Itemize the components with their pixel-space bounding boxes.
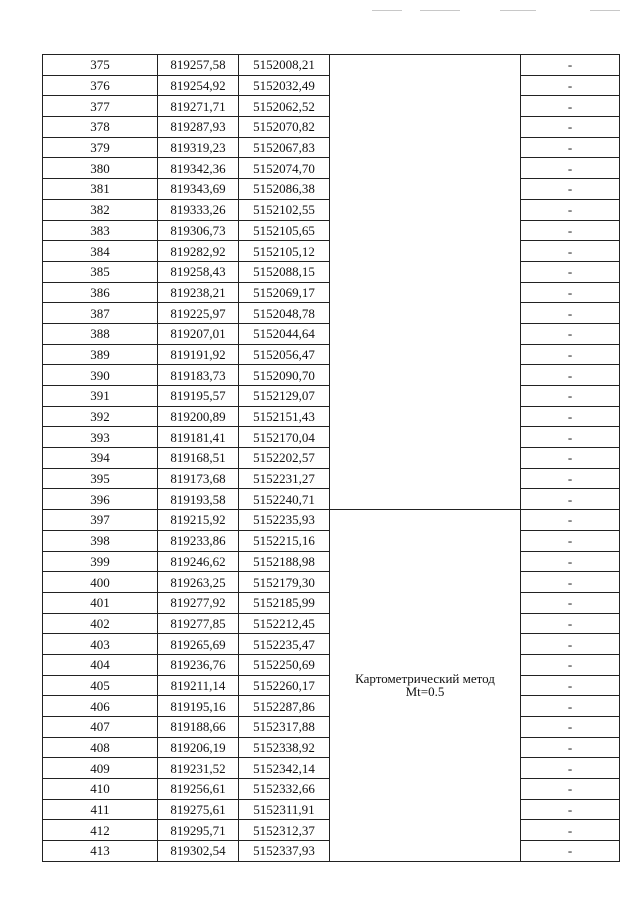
x-coordinate-cell: 819183,73 [158,365,239,386]
y-coordinate-cell: 5152102,55 [239,199,330,220]
mark-cell: - [521,799,620,820]
x-coordinate-cell: 819233,86 [158,530,239,551]
point-number-cell: 408 [43,737,158,758]
point-number-cell: 392 [43,406,158,427]
method-cell-empty [330,55,521,510]
mark-cell: - [521,758,620,779]
point-number-cell: 403 [43,634,158,655]
point-number-cell: 395 [43,468,158,489]
point-number-cell: 412 [43,820,158,841]
mark-cell: - [521,386,620,407]
mark-cell: - [521,551,620,572]
mark-cell: - [521,510,620,531]
y-coordinate-cell: 5152235,47 [239,634,330,655]
point-number-cell: 385 [43,261,158,282]
x-coordinate-cell: 819231,52 [158,758,239,779]
y-coordinate-cell: 5152048,78 [239,303,330,324]
y-coordinate-cell: 5152069,17 [239,282,330,303]
point-number-cell: 388 [43,323,158,344]
y-coordinate-cell: 5152062,52 [239,96,330,117]
mark-cell: - [521,717,620,738]
y-coordinate-cell: 5152067,83 [239,137,330,158]
y-coordinate-cell: 5152056,47 [239,344,330,365]
x-coordinate-cell: 819263,25 [158,572,239,593]
point-number-cell: 398 [43,530,158,551]
mark-cell: - [521,241,620,262]
y-coordinate-cell: 5152074,70 [239,158,330,179]
scan-artifact [590,10,620,11]
mark-cell: - [521,530,620,551]
y-coordinate-cell: 5152044,64 [239,323,330,344]
point-number-cell: 377 [43,96,158,117]
x-coordinate-cell: 819191,92 [158,344,239,365]
mark-cell: - [521,323,620,344]
x-coordinate-cell: 819343,69 [158,179,239,200]
point-number-cell: 407 [43,717,158,738]
x-coordinate-cell: 819265,69 [158,634,239,655]
point-number-cell: 391 [43,386,158,407]
mark-cell: - [521,820,620,841]
point-number-cell: 386 [43,282,158,303]
point-number-cell: 378 [43,117,158,138]
mark-cell: - [521,654,620,675]
point-number-cell: 389 [43,344,158,365]
point-number-cell: 405 [43,675,158,696]
mark-cell: - [521,675,620,696]
mark-cell: - [521,841,620,862]
point-number-cell: 384 [43,241,158,262]
mark-cell: - [521,303,620,324]
mark-cell: - [521,179,620,200]
y-coordinate-cell: 5152240,71 [239,489,330,510]
x-coordinate-cell: 819215,92 [158,510,239,531]
x-coordinate-cell: 819271,71 [158,96,239,117]
x-coordinate-cell: 819257,58 [158,55,239,76]
x-coordinate-cell: 819306,73 [158,220,239,241]
point-number-cell: 381 [43,179,158,200]
mark-cell: - [521,137,620,158]
x-coordinate-cell: 819225,97 [158,303,239,324]
x-coordinate-cell: 819236,76 [158,654,239,675]
x-coordinate-cell: 819188,66 [158,717,239,738]
point-number-cell: 396 [43,489,158,510]
mark-cell: - [521,261,620,282]
point-number-cell: 379 [43,137,158,158]
y-coordinate-cell: 5152170,04 [239,427,330,448]
mark-cell: - [521,613,620,634]
y-coordinate-cell: 5152188,98 [239,551,330,572]
y-coordinate-cell: 5152235,93 [239,510,330,531]
point-number-cell: 380 [43,158,158,179]
table-row [43,55,620,76]
x-coordinate-cell: 819275,61 [158,799,239,820]
x-coordinate-cell: 819168,51 [158,448,239,469]
y-coordinate-cell: 5152231,27 [239,468,330,489]
x-coordinate-cell: 819246,62 [158,551,239,572]
y-coordinate-cell: 5152202,57 [239,448,330,469]
x-coordinate-cell: 819207,01 [158,323,239,344]
mark-cell: - [521,117,620,138]
y-coordinate-cell: 5152317,88 [239,717,330,738]
mark-cell: - [521,220,620,241]
mark-cell: - [521,737,620,758]
mark-cell: - [521,427,620,448]
mark-cell: - [521,55,620,76]
y-coordinate-cell: 5152337,93 [239,841,330,862]
y-coordinate-cell: 5152129,07 [239,386,330,407]
method-accuracy: Mt=0.5 [405,684,445,700]
x-coordinate-cell: 819295,71 [158,820,239,841]
point-number-cell: 413 [43,841,158,862]
mark-cell: - [521,592,620,613]
x-coordinate-cell: 819319,23 [158,137,239,158]
x-coordinate-cell: 819282,92 [158,241,239,262]
x-coordinate-cell: 819258,43 [158,261,239,282]
mark-cell: - [521,489,620,510]
y-coordinate-cell: 5152070,82 [239,117,330,138]
point-number-cell: 382 [43,199,158,220]
point-number-cell: 406 [43,696,158,717]
point-number-cell: 410 [43,779,158,800]
x-coordinate-cell: 819287,93 [158,117,239,138]
mark-cell: - [521,634,620,655]
point-number-cell: 399 [43,551,158,572]
y-coordinate-cell: 5152088,15 [239,261,330,282]
x-coordinate-cell: 819195,16 [158,696,239,717]
table-row [43,510,620,531]
mark-cell: - [521,158,620,179]
x-coordinate-cell: 819195,57 [158,386,239,407]
y-coordinate-cell: 5152338,92 [239,737,330,758]
point-number-cell: 411 [43,799,158,820]
scan-artifact [420,10,460,11]
point-number-cell: 397 [43,510,158,531]
y-coordinate-cell: 5152179,30 [239,572,330,593]
mark-cell: - [521,282,620,303]
point-number-cell: 400 [43,572,158,593]
y-coordinate-cell: 5152332,66 [239,779,330,800]
y-coordinate-cell: 5152260,17 [239,675,330,696]
mark-cell: - [521,779,620,800]
mark-cell: - [521,696,620,717]
x-coordinate-cell: 819238,21 [158,282,239,303]
x-coordinate-cell: 819200,89 [158,406,239,427]
y-coordinate-cell: 5152008,21 [239,55,330,76]
x-coordinate-cell: 819333,26 [158,199,239,220]
y-coordinate-cell: 5152185,99 [239,592,330,613]
x-coordinate-cell: 819206,19 [158,737,239,758]
y-coordinate-cell: 5152215,16 [239,530,330,551]
mark-cell: - [521,365,620,386]
x-coordinate-cell: 819302,54 [158,841,239,862]
point-number-cell: 393 [43,427,158,448]
x-coordinate-cell: 819181,41 [158,427,239,448]
y-coordinate-cell: 5152250,69 [239,654,330,675]
x-coordinate-cell: 819254,92 [158,75,239,96]
mark-cell: - [521,75,620,96]
method-cell [330,510,521,862]
y-coordinate-cell: 5152105,12 [239,241,330,262]
x-coordinate-cell: 819193,58 [158,489,239,510]
y-coordinate-cell: 5152311,91 [239,799,330,820]
mark-cell: - [521,572,620,593]
point-number-cell: 404 [43,654,158,675]
x-coordinate-cell: 819277,92 [158,592,239,613]
y-coordinate-cell: 5152287,86 [239,696,330,717]
x-coordinate-cell: 819342,36 [158,158,239,179]
y-coordinate-cell: 5152312,37 [239,820,330,841]
y-coordinate-cell: 5152212,45 [239,613,330,634]
method-name: Картометрический метод [355,671,495,687]
y-coordinate-cell: 5152086,38 [239,179,330,200]
point-number-cell: 375 [43,55,158,76]
point-number-cell: 387 [43,303,158,324]
mark-cell: - [521,406,620,427]
y-coordinate-cell: 5152032,49 [239,75,330,96]
coordinates-table-body [43,55,620,862]
x-coordinate-cell: 819211,14 [158,675,239,696]
y-coordinate-cell: 5152151,43 [239,406,330,427]
x-coordinate-cell: 819277,85 [158,613,239,634]
point-number-cell: 376 [43,75,158,96]
mark-cell: - [521,199,620,220]
y-coordinate-cell: 5152342,14 [239,758,330,779]
mark-cell: - [521,344,620,365]
mark-cell: - [521,468,620,489]
y-coordinate-cell: 5152090,70 [239,365,330,386]
point-number-cell: 401 [43,592,158,613]
mark-cell: - [521,448,620,469]
y-coordinate-cell: 5152105,65 [239,220,330,241]
x-coordinate-cell: 819173,68 [158,468,239,489]
point-number-cell: 409 [43,758,158,779]
scan-artifact [500,10,536,11]
x-coordinate-cell: 819256,61 [158,779,239,800]
point-number-cell: 390 [43,365,158,386]
coordinates-table [42,54,620,862]
point-number-cell: 394 [43,448,158,469]
mark-cell: - [521,96,620,117]
point-number-cell: 402 [43,613,158,634]
point-number-cell: 383 [43,220,158,241]
scan-artifact [372,10,402,11]
